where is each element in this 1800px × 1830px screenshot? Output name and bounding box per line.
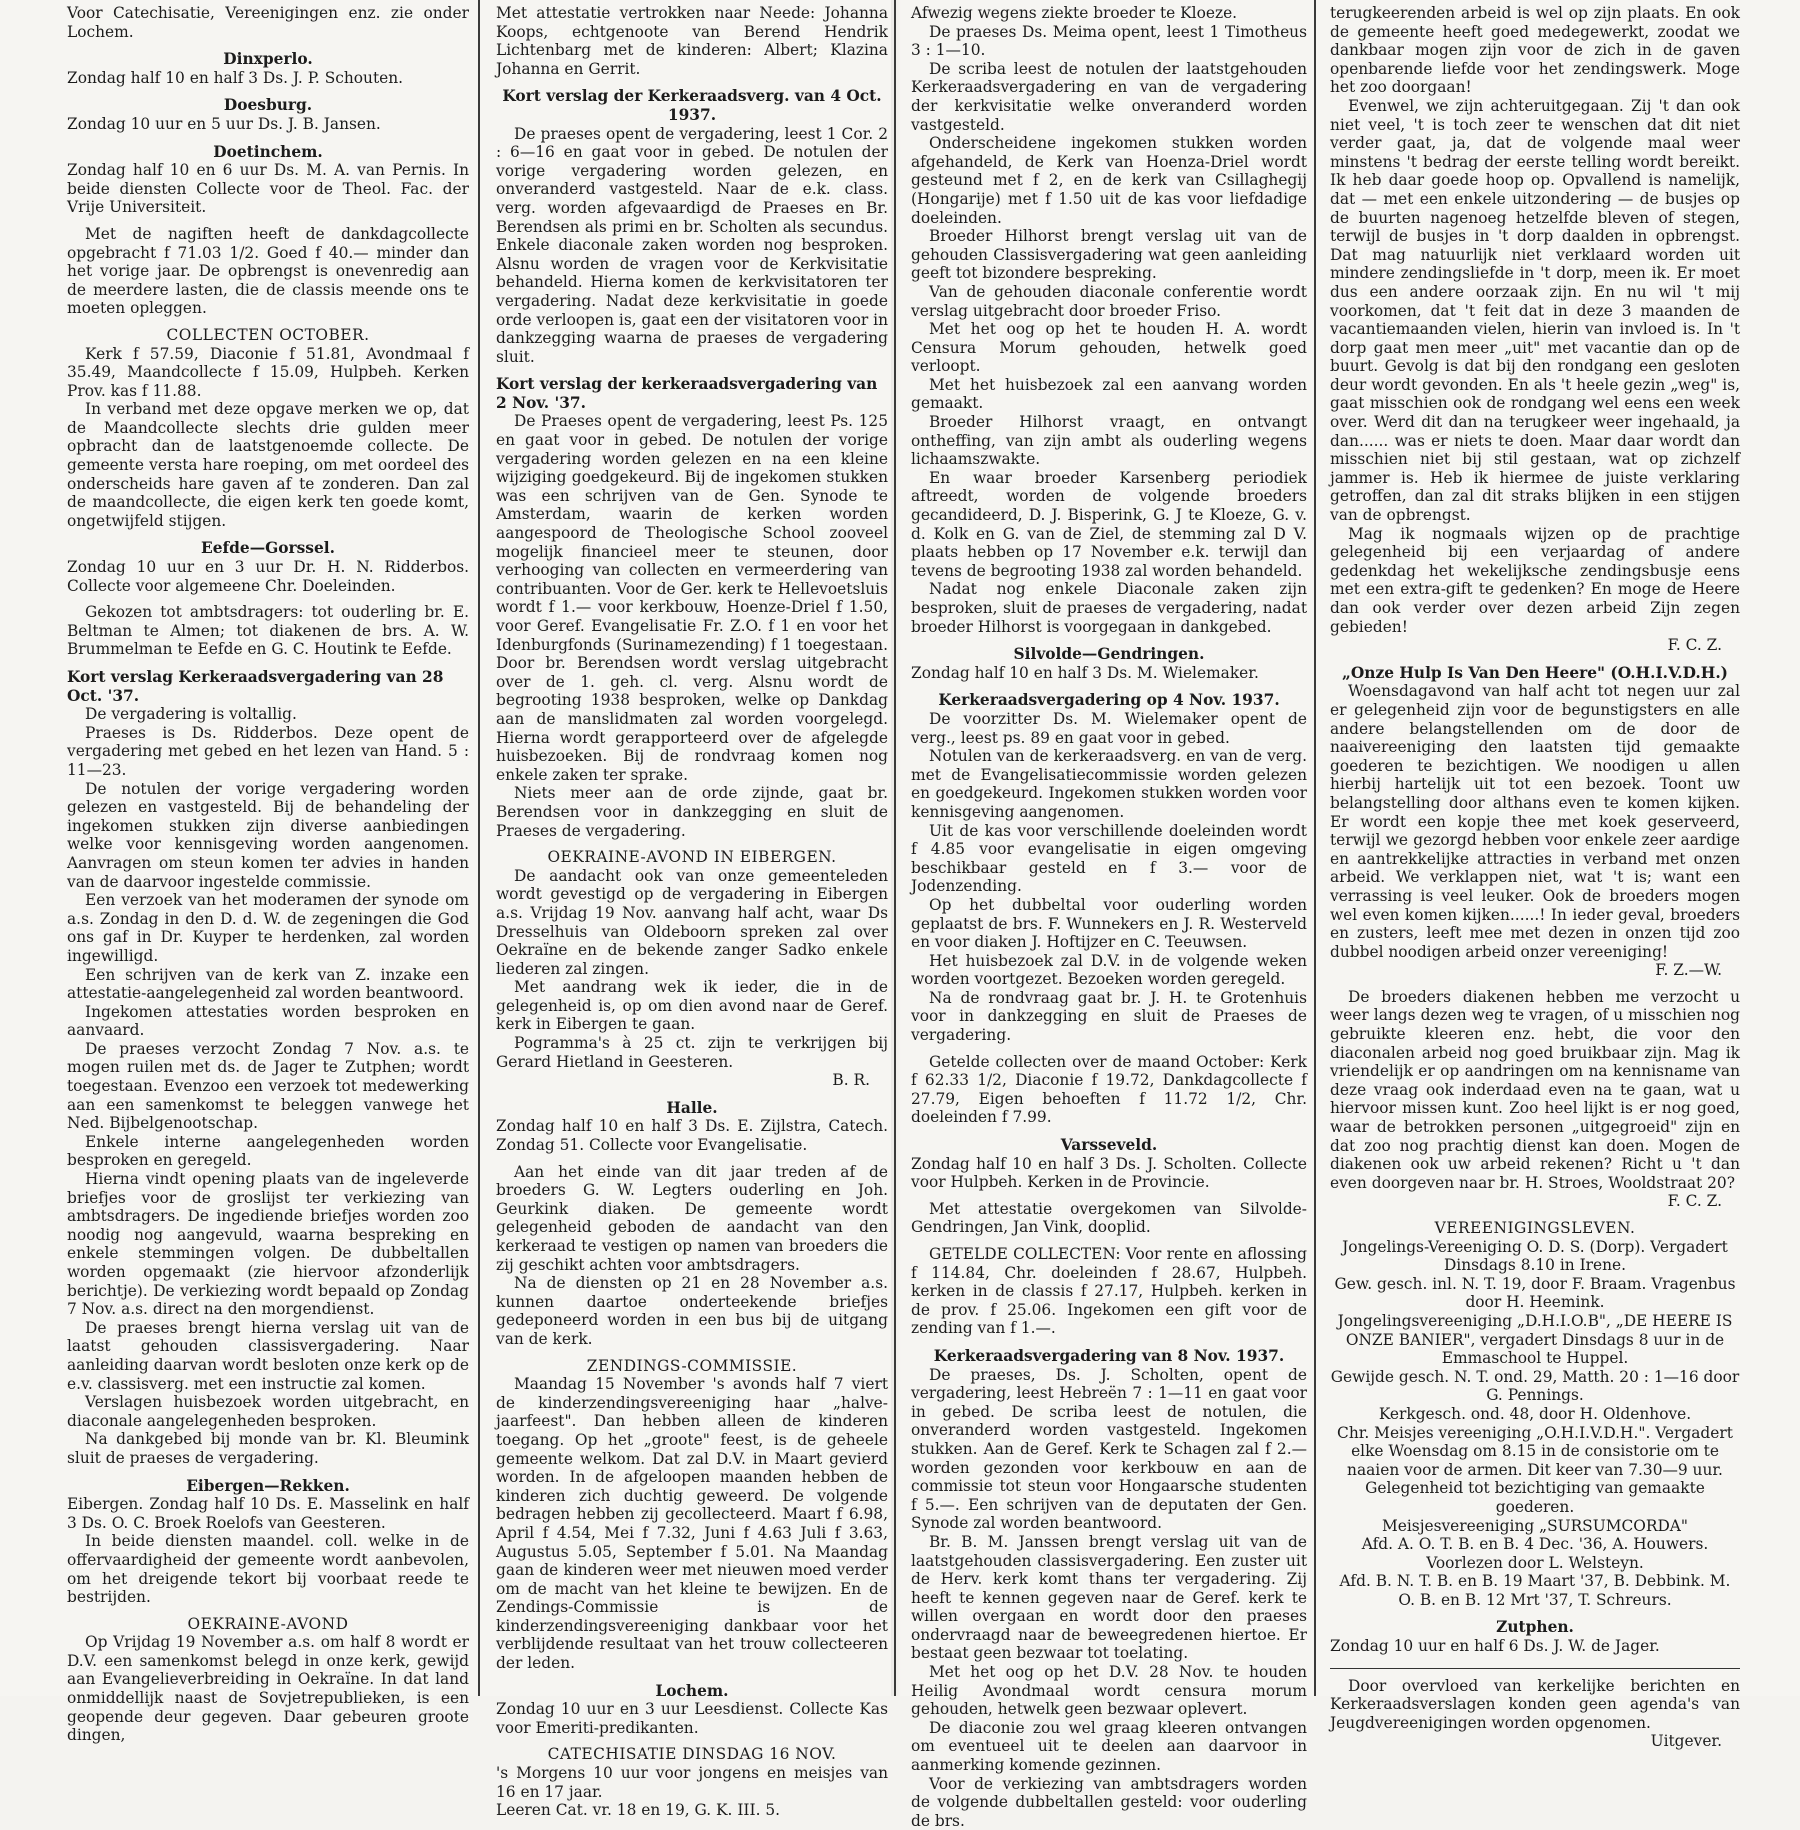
section-heading: Lochem.	[655, 1681, 729, 1700]
subheading: OEKRAINE-AVOND	[187, 1614, 349, 1633]
paragraph: Zondag half 10 en half 3 Ds. M. Wielemaker.	[911, 663, 1259, 682]
section-heading: Doetinchem.	[213, 142, 323, 161]
paragraph: Met de nagiften heeft de dankdagcollecte opgebracht f 71.03 1/2. Goed f 40.— minder dan het vorige jaar. De opbrengst is onevenredig aan de meerdere lasten, die de classis meende ons te moeten opleggen.	[67, 224, 469, 318]
paragraph: Uit de kas voor verschillende doeleinden wordt f 4.85 voor evangelisatie in eigen omgeving beschikbaar gesteld en f 3.— voor de Jodenzending.	[911, 821, 1307, 896]
paragraph: 's Morgens 10 uur voor jongens en meisjes van 16 en 17 jaar.	[496, 1764, 888, 1801]
subheading: VEREENIGINGSLEVEN.	[1434, 1219, 1636, 1237]
paragraph: Woensdagavond van half acht tot negen uur zal er gelegenheid zijn voor de begunstigsters en alle andere belangstellenden om de door de naaivereeniging den laatsten tijd gemaakte goederen te bezichtigen. We noodigen u allen hierbij hartelijk uit tot een bezoek. Toont uw belangstelling door althans even te komen kijken. Er wordt een kopje thee met koek geserveerd, terwijl we gezorgd hebben voor enkele zeer aardige en aantrekkelijke attracties in verband met onzen arbeid. We verklappen niet, wat 't is; want een verrassing is veel leuker. Ook de broeders mogen wel even komen kijken......! In ieder geval, broeders en zusters, leeft mee met dezen in onzen tijd zoo dubbel noodigen arbeid onzer vereeniging!	[1330, 682, 1740, 961]
signature: F. Z.—W.	[1655, 961, 1722, 980]
paragraph: terugkeerenden arbeid is wel op zijn plaats. En ook de gemeente heeft goed medegewerkt, zoodat we dankbaar mogen zijn voor de zich in de gaven openbarende liefde voor het zendingswerk. Moge het zoo doorgaan!	[1330, 4, 1740, 97]
paragraph: De praeses verzocht Zondag 7 Nov. a.s. te mogen ruilen met ds. de Jager te Zutphen; wordt toegestaan. Evenzoo een verzoek tot medewerking aan een samenkomst te beleggen vanwege het Ned. Bijbelgenootschap.	[67, 1039, 469, 1133]
paragraph: Zondag 10 uur en half 6 Ds. J. W. de Jager.	[1330, 1637, 1660, 1656]
paragraph: Pogramma's à 25 ct. zijn te verkrijgen bij Gerard Hietland in Geesteren.	[496, 1034, 888, 1071]
paragraph: Door overvloed van kerkelijke berichten en Kerkeraadsverslagen konden geen agenda's van Jeugdvereenigingen worden opgenomen.	[1330, 1676, 1740, 1732]
paragraph: Ingekomen attestaties worden besproken en aanvaard.	[67, 1002, 469, 1040]
paragraph: Mag ik nogmaals wijzen op de prachtige gelegenheid bij een verjaardag of andere gedenkdag het wekelijksche zendingsbusje eens met een extra-gift te gedenken? En moge de Heere dan ook verder over dezen arbeid Zijn zegen gebieden!	[1330, 524, 1740, 636]
divider	[1330, 1668, 1740, 1669]
paragraph: Een schrijven van de kerk van Z. inzake een attestatie-aangelegenheid zal worden beantwoord.	[67, 965, 469, 1003]
section-heading: Kerkeraadsvergadering van 8 Nov. 1937.	[933, 1346, 1285, 1365]
paragraph: Enkele interne aangelegenheden worden besproken en geregeld.	[67, 1132, 469, 1170]
paragraph: Op Vrijdag 19 November a.s. om half 8 wordt er D.V. een samenkomst belegd in onze kerk, gewijd aan Evangelieverbreiding in Oekraïne. In dat land onmiddellijk naast de Sovjetrepublieken, is een geopende deur gegeven. Daar gebeuren groote dingen,	[67, 1633, 469, 1745]
column-rule	[478, 0, 480, 1696]
paragraph: Na de diensten op 21 en 28 November a.s. kunnen daartoe onderteekende briefjes gedeponeerd worden in een bus bij de uitgang van de kerk.	[496, 1274, 888, 1348]
paragraph: Afwezig wegens ziekte broeder te Kloeze.	[911, 4, 1238, 22]
notice-line: Gew. gesch. inl. N. T. 19, door F. Braam. Vragenbus door H. Heemink.	[1334, 1274, 1736, 1312]
paragraph: En waar broeder Karsenberg periodiek aftreedt, worden de volgende broeders gecandideerd, D. J. Bisperink, G. J te Kloeze, G. v. d. Kolk en G. van de Ziel, de stemming zal D V. plaats hebben op 17 November e.k. terwijl dan tevens de begrooting 1938 zal worden behandeld.	[911, 468, 1307, 580]
paragraph: Zondag half 10 en half 3 Ds. J. Scholten. Collecte voor Hulpbeh. Kerken in de Provincie.	[911, 1154, 1307, 1192]
paragraph: Onderscheidene ingekomen stukken worden afgehandeld, de Kerk van Hoenza-Driel wordt gesteund met f 2, en de kerk van Csillaghegij (Hongarije) met f 1.50 uit de kas voor liefdadige doeleinden.	[911, 134, 1307, 227]
paragraph: Evenwel, we zijn achteruitgegaan. Zij 't dan ook niet veel, 't is toch zeer te wenschen dat dit niet verder gaat, ja, dat de volgende maal weer minstens 't bedrag der eerste telling wordt bereikt. Ik heb daar goede hoop op. Opvallend is namelijk, dat — met een enkele uitzondering — de busjes op de buurten nagenoeg hetzelfde bleven of stegen, terwijl de busjes in 't dorp daalden in opbrengst. Dat mag natuurlijk niet verklaard worden uit mindere zendingsliefde in 't dorp, meen ik. Er moet dus een andere oorzaak zijn. En nu wil 't mij voorkomen, dat 't feit dat in deze 3 maanden de vacantiemaanden vielen, hierin van invloed is. In 't dorp gaat men meer „uit" met vacantie dan op de buurt. Gevolg is dat bij den rondgang een gesloten deur wordt gevonden. En als 't heele gezin „weg" is, gaat misschien ook de rondgang wel eens een week over. Werd dit dan na terugkeer weer ingehaald, ja dan...... was er niets te doen. Maar daar wordt dan misschien niet bij stil gestaan, wat op zichzelf jammer is. Heb ik hiermee de juiste verklaring getroffen, dan zal dit straks blijken in een stijgen van de opbrengst.	[1330, 96, 1740, 525]
paragraph: Voor de verkiezing van ambtsdragers worden de volgende dubbeltallen gesteld: voor ouderling de brs.	[911, 1774, 1307, 1830]
signature: Uitgever.	[1650, 1732, 1722, 1751]
paragraph: Na dankgebed bij monde van br. Kl. Bleumink sluit de praeses de vergadering.	[67, 1430, 469, 1467]
signature: F. C. Z.	[1667, 1192, 1722, 1211]
paragraph: De praeses brengt hierna verslag uit van de laatst gehouden classisvergadering. Naar aanleiding daarvan wordt besloten onze kerk op de e.v. classisverg. met een instructie zal komen.	[67, 1318, 469, 1393]
paragraph: Zondag 10 uur en 3 uur Leesdienst. Collecte Kas voor Emeriti-predikanten.	[496, 1700, 888, 1737]
paragraph: De broeders diakenen hebben me verzocht u weer langs dezen weg te vragen, of u misschien nog gebruikte kleeren enz. hebt, die voor den diaconalen arbeid nog goed bruikbaar zijn. Mag ik vriendelijk er op aandringen om na kennisname van deze vraag ook inderdaad even na te gaan, wat u hiervoor missen kunt. Zoo heel lijkt is er nog goed, waar de betrokken personen „uitgegroeid" zijn en dat zoo nog prachtig dienst kan doen. Mogen de diakenen ook uw arbeid rekenen? Richt u 't dan even doorgeven naar br. H. Stroes, Wooldstraat 20?	[1330, 987, 1740, 1192]
paragraph: Notulen van de kerkeraadsverg. en van de verg. met de Evangelisatiecommissie worden gelezen en goedgekeurd. Ingekomen stukken worden voor kennisgeving aangenomen.	[911, 747, 1307, 821]
report-heading: Kort verslag Kerkeraadsvergadering van 28 Oct. '37.	[67, 668, 444, 705]
paragraph: Zondag 10 uur en 5 uur Ds. J. B. Jansen.	[67, 114, 381, 133]
paragraph: Zondag half 10 en half 3 Ds. J. P. Schouten.	[67, 68, 404, 87]
paragraph: Broeder Hilhorst brengt verslag uit van de gehouden Classisvergadering wat geen aanleiding geeft tot bizondere bespreking.	[911, 227, 1307, 283]
section-heading: Eibergen—Rekken.	[186, 1476, 350, 1495]
paragraph: De voorzitter Ds. M. Wielemaker opent de verg., leest ps. 89 en gaat voor in gebed.	[911, 709, 1307, 747]
paragraph: Een verzoek van het moderamen der synode om a.s. Zondag in den D. d. W. de zegeningen die God ons gaf in Dr. Kuyper te herdenken, zal worden ingewilligd.	[67, 891, 469, 965]
notice-line: Meisjesvereeniging „SURSUMCORDA"	[1382, 1516, 1688, 1535]
section-heading: Varsseveld.	[1060, 1136, 1158, 1155]
paragraph: Op het dubbeltal voor ouderling worden geplaatst de brs. F. Wunnekers en J. R. Westerveld en voor diaken J. Hoftijzer en C. Teeuwsen.	[911, 895, 1307, 952]
paragraph: In beide diensten maandel. coll. welke in de offervaardigheid der gemeente wordt aanbevolen, om het dreigende tekort bij voorbaat reede te bestrijden.	[67, 1532, 469, 1607]
paragraph: De notulen der vorige vergadering worden gelezen en vastgesteld. Bij de behandeling der ingekomen stukken zijn diverse aanbiedingen welke voor kennisgeving worden aangenomen. Aanvragen om steun komen ter advies in handen van de daarvoor ingestelde commissie.	[67, 779, 469, 891]
paragraph: Het huisbezoek zal D.V. in de volgende weken worden voortgezet. Bezoeken worden geregeld.	[911, 951, 1307, 989]
section-heading: Eefde—Gorssel.	[201, 539, 335, 558]
section-heading: Dinxperlo.	[223, 50, 313, 69]
paragraph: Met attestatie vertrokken naar Neede: Johanna Koops, echtgenoote van Berend Hendrik Lichtenbarg met de kinderen: Albert; Klazina Johanna en Gerrit.	[496, 4, 888, 78]
paragraph: Na de rondvraag gaat br. J. H. te Grotenhuis voor in dankzegging en sluit de Praeses de vergadering.	[911, 988, 1307, 1045]
paragraph: Zondag 10 uur en 3 uur Dr. H. N. Ridderbos. Collecte voor algemeene Chr. Doeleinden.	[67, 558, 469, 595]
paragraph: Met aandrang wek ik ieder, die in de gelegenheid is, op om dien avond naar de Geref. kerk in Eibergen te gaan.	[496, 978, 888, 1034]
paragraph: De aandacht ook van onze gemeenteleden wordt gevestigd op de vergadering in Eibergen a.s. Vrijdag 19 Nov. aanvang half acht, waar Ds Dresselhuis van Oldeboorn spreken zal over Oekraïne en de bekende zanger Sadko enkele liederen zal zingen.	[496, 866, 888, 978]
paragraph: Eibergen. Zondag half 10 Ds. E. Masselink en half 3 Ds. O. C. Broek Roelofs van Geesteren.	[67, 1495, 469, 1532]
paragraph: Getelde collecten over de maand October: Kerk f 62.33 1/2, Diaconie f 19.72, Dankdagcollecte f 27.79, Eigen behoeften f 11.72 1/2, Chr. doeleinden f 7.99.	[911, 1052, 1307, 1127]
paragraph: Voor Catechisatie, Vereenigingen enz. zie onder Lochem.	[67, 4, 469, 41]
report-heading: Kort verslag der kerkeraadsvergadering van 2 Nov. '37.	[496, 375, 878, 412]
notice-line: Afd. A. O. T. B. en B. 4 Dec. '36, A. Houwers. Voorlezen door L. Welsteyn.	[1361, 1535, 1709, 1572]
paragraph: Nadat nog enkele Diaconale zaken zijn besproken, sluit de praeses de vergadering, nadat broeder Hilhorst is voorgegaan in dankgebed.	[911, 580, 1307, 636]
subheading: COLLECTEN OCTOBER.	[166, 325, 370, 344]
section-heading: „Onze Hulp Is Van Den Heere" (O.H.I.V.D.H.)	[1342, 663, 1728, 682]
subheading: OEKRAINE-AVOND IN EIBERGEN.	[547, 848, 837, 867]
signature: B. R.	[832, 1071, 870, 1090]
notice-line: Gewijde gesch. N. T. ond. 29, Matth. 20 : 1—16 door G. Pennings.	[1330, 1367, 1740, 1405]
paragraph: Met het oog op het D.V. 28 Nov. te houden Heilig Avondmaal wordt censura morum gehouden, hetwelk geen bezwaar oplevert.	[911, 1663, 1307, 1719]
signature: F. C. Z.	[1667, 636, 1722, 655]
paragraph: Verslagen huisbezoek worden uitgebracht, en diaconale aangelegenheden besproken.	[67, 1393, 469, 1430]
section-heading: Zutphen.	[1496, 1618, 1574, 1637]
notice-line: Jongelingsvereeniging „D.H.I.O.B", „DE HEERE IS ONZE BANIER", vergadert Dinsdags 8 uur in de Emmaschool te Huppel.	[1337, 1311, 1733, 1368]
notice-line: Afd. B. N. T. B. en B. 19 Maart '37, B. Debbink. M. O. B. en B. 12 Mrt '37, T. Schreurs.	[1339, 1572, 1731, 1609]
section-heading: Silvolde—Gendringen.	[1013, 645, 1205, 664]
paragraph: Aan het einde van dit jaar treden af de broeders G. W. Legters ouderling en Joh. Geurkink diaken. De gemeente wordt gelegenheid geboden de aandacht van den kerkeraad te vestigen op namen van broeders die zij geschikt achten voor ambtsdragers.	[496, 1162, 888, 1274]
paragraph: Met attestatie overgekomen van Silvolde-Gendringen, Jan Vink, dooplid.	[911, 1199, 1307, 1237]
notice-line: Kerkgesch. ond. 48, door H. Oldenhove.	[1378, 1404, 1692, 1423]
column-4	[1318, 0, 1748, 1751]
paragraph: Zondag half 10 en half 3 Ds. E. Zijlstra, Catech. Zondag 51. Collecte voor Evangelisatie.	[496, 1117, 888, 1155]
paragraph: GETELDE COLLECTEN: Voor rente en aflossing f 114.84, Chr. doeleinden f 28.67, Hulpbeh. kerken in de classis f 27.17, Hulpbeh. kerken in de prov. f 25.06. Ingekomen een gift voor de zending van f 1.—.	[911, 1245, 1307, 1338]
paragraph: Met het oog op het te houden H. A. wordt Censura Morum gehouden, hetwelk goed verloopt.	[911, 320, 1307, 376]
section-heading: Kort verslag der Kerkeraadsverg. van 4 Oct. 1937.	[502, 87, 882, 124]
column-3	[899, 0, 1315, 1830]
paragraph: De Praeses opent de vergadering, leest Ps. 125 en gaat voor in gebed. De notulen der vorige vergadering worden gelezen en na een kleine wijziging goedgekeurd. Bij de ingekomen stukken was een schrijven van de Gen. Synode te Amsterdam, waarin de kerken worden aangespoord de Theologische School zooveel mogelijk financieel meer te steunen, door verhooging van collecten en vermeerdering van contribuanten. Voor de Ger. kerk te Hellevoetsluis wordt f 1.— voor kerkbouw, Hoenze-Driel f 1.50, voor Geref. Evangelisatie Fr. Z.O. f 1 en voor het Idenburgfonds (Surinamezending) f 1 toegestaan. Door br. Berendsen wordt verslag uitgebracht over de 1. geh. cl. verg. Alsnu wordt de begrooting 1938 besproken, welke op Dankdag aan de manslidmaten zal worden voorgelegd. Hierna wordt gerapporteerd over de afgelegde huisbezoeken. Bij de rondvraag komen nog enkele zaken ter sprake.	[496, 412, 888, 784]
paragraph: Maandag 15 November 's avonds half 7 viert de kinderzendingsvereeniging haar „halve-jaarfeest". Dan hebben alleen de kinderen toegang. Op het „groote" feest, is de geheele gemeente welkom. Dat zal D.V. in Maart gevierd worden. In de afgeloopen maanden hebben de kinderen zich duchtig geweerd. De volgende bedragen hebben zij gecollecteerd. Maart f 6.98, April f 4.54, Mei f 7.32, Juni f 4.63 Juli f 3.63, Augustus 5.05, September f 5.01. Na Maandag gaan de kinderen weer met nieuwen moed verder om de macht van het kleine te bewijzen. En de Zendings-Commissie is de kinderzendingsvereeniging dankbaar voor het verblijdende resultaat van het trouw collecteeren der leden.	[496, 1375, 888, 1673]
paragraph: De scriba leest de notulen der laatstgehouden Kerkeraadsvergadering en van de vergadering der kerkvisitatie welke onveranderd worden vastgesteld.	[911, 59, 1307, 134]
notice-line: Jongelings-Vereeniging O. D. S. (Dorp). Vergadert Dinsdags 8.10 in Irene.	[1342, 1237, 1728, 1275]
column-1	[55, 0, 477, 1745]
paragraph: De vergadering is voltallig.	[85, 705, 297, 724]
paragraph: In verband met deze opgave merken we op, dat de Maandcollecte slechts drie gulden meer opbracht dan de laatstgenoemde collecte. De gemeente versta hare roeping, om met oordeel des onderscheids hare gaven af te zonderen. Dan zal de maandcollecte, die eigen kerk ten goede komt, ongetwijfeld stijgen.	[67, 400, 469, 530]
section-heading: Kerkeraadsvergadering op 4 Nov. 1937.	[938, 691, 1280, 710]
paragraph: De praeses, Ds. J. Scholten, opent de vergadering, leest Hebreën 7 : 1—11 en gaat voor in gebed. De scriba leest de notulen, die onveranderd worden vastgesteld. Ingekomen stukken. Aan de Geref. Kerk te Schagen zal f 2.— worden gezonden voor kerkbouw en aan de commissie tot steun voor Hongaarsche studenten f 5.—. Een schrijven van de deputaten der Gen. Synode zal worden beantwoord.	[911, 1365, 1307, 1533]
column-2	[484, 0, 896, 1820]
paragraph: Gekozen tot ambtsdragers: tot ouderling br. E. Beltman te Almen; tot diakenen de brs. A. W. Brummelman te Eefde en G. C. Houtink te Eefde.	[67, 603, 469, 659]
subheading: CATECHISATIE DINSDAG 16 NOV.	[547, 1745, 837, 1764]
paragraph: Br. B. M. Janssen brengt verslag uit van de laatstgehouden classisvergadering. Een zuster uit de Herv. kerk komt thans ter vergadering. Zij heeft te kennen gegeven naar de Geref. kerk te willen overgaan en wordt door den praeses ondervraagd naar de beweegredenen hiertoe. Er bestaat geen bezwaar tot toelating.	[911, 1532, 1307, 1663]
paragraph: Leeren Cat. vr. 18 en 19, G. K. III. 5.	[496, 1801, 781, 1820]
paragraph: Met het huisbezoek zal een aanvang worden gemaakt.	[911, 375, 1307, 413]
paragraph: De diaconie zou wel graag kleeren ontvangen om eventueel uit te deelen aan daarvoor in aanmerking komende gezinnen.	[911, 1718, 1307, 1775]
paragraph: Zondag half 10 en 6 uur Ds. M. A. van Pernis. In beide diensten Collecte voor de Theol. Fac. der Vrije Universiteit.	[67, 161, 469, 217]
paragraph: Van de gehouden diaconale conferentie wordt verslag uitgebracht door broeder Friso.	[911, 282, 1307, 320]
paragraph: De praeses opent de vergadering, leest 1 Cor. 2 : 6—16 en gaat voor in gebed. De notulen der vorige vergadering worden gelezen, en onveranderd vastgesteld. Naar de e.k. class. verg. worden afgevaardigd de Praeses en Br. Berendsen als primi en br. Scholten als secundus. Enkele diaconale zaken worden nog besproken. Alsnu worden de vragen voor de Kerkvisitatie behandeld. Hierna komen de kerkvisitatoren ter vergadering. Nadat deze kerkvisitatie in goede orde verloopen is, gaat een der visitatoren voor in dankzegging waarna de praeses de vergadering sluit.	[496, 124, 888, 366]
paragraph: Kerk f 57.59, Diaconie f 51.81, Avondmaal f 35.49, Maandcollecte f 15.09, Hulpbeh. Kerken Prov. kas f 11.88.	[67, 344, 469, 400]
paragraph: Praeses is Ds. Ridderbos. Deze opent de vergadering met gebed en het lezen van Hand. 5 : 11—23.	[67, 723, 469, 779]
notice-line: Chr. Meisjes vereeniging „O.H.I.V.D.H.". Vergadert elke Woensdag om 8.15 in de consistorie om te naaien voor de armen. Dit keer van 7.30—9 uur. Gelegenheid tot bezichtiging van gemaakte goederen.	[1337, 1423, 1733, 1516]
paragraph: Hierna vindt opening plaats van de ingeleverde briefjes voor de groslijst ter verkiezing van ambtsdragers. De ingediende briefjes worden zoo noodig nog aangevuld, waarna bespreking en enkele stemmingen volgen. De dubbeltallen worden opgemaakt (zie hiervoor afzonderlijk berichtje). De verkiezing wordt bepaald op Zondag 7 Nov. a.s. direct na den morgendienst.	[67, 1170, 469, 1319]
section-heading: Doesburg.	[223, 96, 313, 115]
paragraph: De praeses Ds. Meima opent, leest 1 Timotheus 3 : 1—10.	[911, 22, 1307, 60]
paragraph: Niets meer aan de orde zijnde, gaat br. Berendsen voor in dankzegging en sluit de Praeses de vergadering.	[496, 784, 888, 840]
section-heading: Halle.	[666, 1098, 718, 1117]
paragraph: Broeder Hilhorst vraagt, en ontvangt ontheffing, van zijn ambt als ouderling wegens lichaamszwakte.	[911, 413, 1307, 469]
subheading: ZENDINGS-COMMISSIE.	[586, 1356, 798, 1375]
